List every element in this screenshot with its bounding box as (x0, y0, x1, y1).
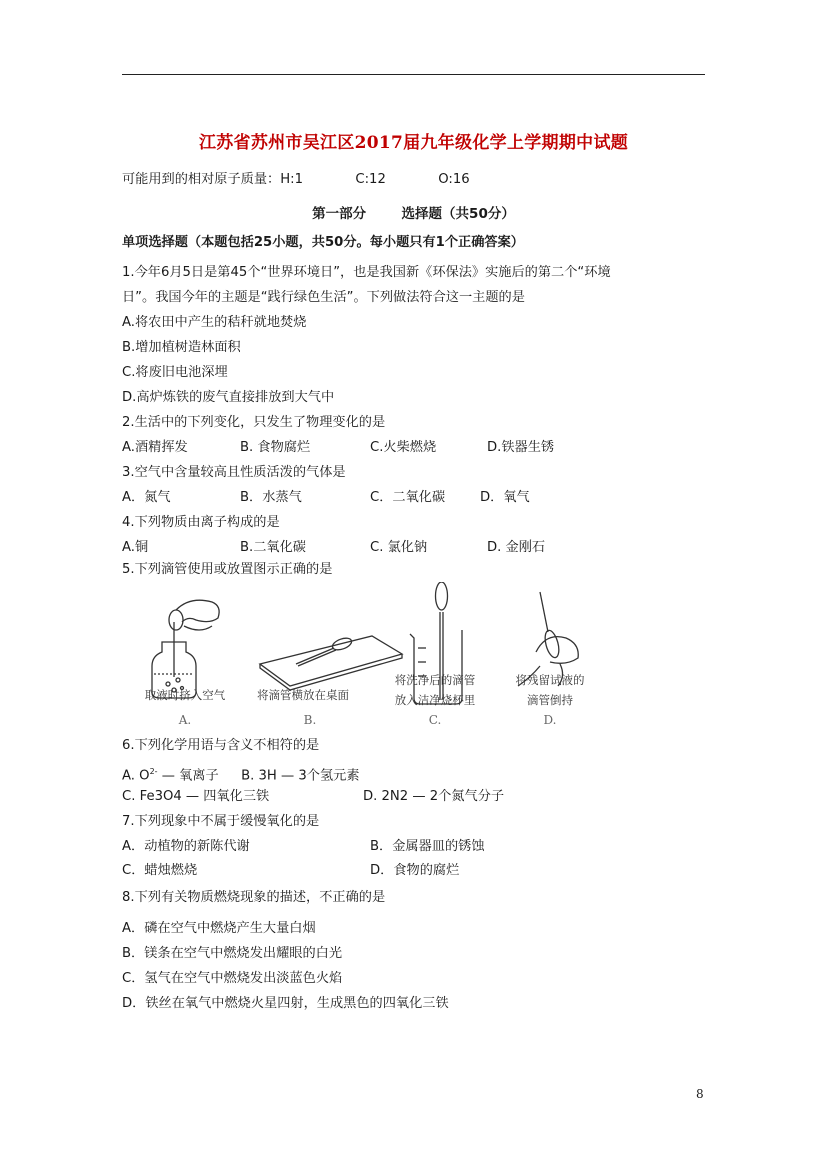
q7-option-b: B．金属器皿的锈蚀 (370, 839, 485, 854)
q5-stem: 5.下列滴管使用或放置图示正确的是 (122, 562, 333, 577)
q2-option-c: C.火柴燃烧 (370, 440, 437, 455)
q8-stem: 8.下列有关物质燃烧现象的描述，不正确的是 (122, 890, 386, 905)
instructions: 单项选择题（本题包括25小题，共50分。每小题只有1个正确答案） (122, 235, 524, 250)
q1-stem-2: 日”。我国今年的主题是“践行绿色生活”。下列做法符合这一主题的是 (122, 290, 525, 305)
header-rule (122, 74, 705, 75)
q6-option-c: C. Fe3O4 — 四氧化三铁 (122, 789, 270, 804)
q8-option-a: A．磷在空气中燃烧产生大量白烟 (122, 921, 316, 936)
figure-c-caption-2: 放入洁净烧杯里 (394, 693, 476, 707)
q7-option-d: D．食物的腐烂 (370, 863, 460, 878)
q6-option-b: B. 3H — 3个氢元素 (241, 768, 360, 784)
q6-option-d: D. 2N2 — 2个氮气分子 (363, 789, 505, 804)
q1-option-d: D.高炉炼铁的废气直接排放到大气中 (122, 390, 335, 405)
q4-option-d: D. 金刚石 (487, 540, 546, 555)
q7-option-a: A．动植物的新陈代谢 (122, 839, 250, 854)
q3-option-d: D．氧气 (480, 490, 530, 505)
section-name: 选择题（共50分） (401, 206, 515, 222)
q3-option-a: A．氮气 (122, 490, 171, 505)
section-heading (0, 202, 827, 222)
atomic-mass-line (122, 171, 470, 189)
q7-stem: 7.下列现象中不属于缓慢氧化的是 (122, 814, 320, 829)
q3-option-c: C．二氧化碳 (370, 490, 446, 505)
q2-option-a: A.酒精挥发 (122, 440, 188, 455)
figure-c-letter: C. (428, 713, 442, 727)
figure-b-letter: B. (303, 713, 317, 727)
page-number: 8 (696, 1087, 704, 1101)
q4-option-c: C. 氯化钠 (370, 540, 428, 555)
dropper-figure (120, 582, 600, 732)
figure-d-caption-1: 将残留试液的 (515, 673, 585, 687)
q6-option-a-charge: 2- (149, 767, 158, 776)
q6-stem: 6.下列化学用语与含义不相符的是 (122, 738, 320, 753)
figure-c-caption-1: 将洗净后的滴管 (394, 673, 476, 687)
figure-d-letter: D. (543, 713, 557, 727)
atomic-mass-h: 可能用到的相对原子质量：H:1 (122, 172, 303, 187)
q2-option-d: D.铁器生锈 (487, 440, 555, 455)
q1-option-a: A.将农田中产生的秸秆就地焚烧 (122, 315, 307, 330)
q3-option-b: B．水蒸气 (240, 490, 302, 505)
q8-option-d: D．铁丝在氧气中燃烧火星四射，生成黑色的四氧化三铁 (122, 996, 449, 1011)
q6-option-a-prefix: A. O (122, 768, 150, 784)
q1-option-b: B.增加植树造林面积 (122, 340, 241, 355)
q8-option-b: B．镁条在空气中燃烧发出耀眼的白光 (122, 946, 343, 961)
q1-stem-1: 1.今年6月5日是第45个“世界环境日”，也是我国新《环保法》实施后的第二个“环境 (122, 265, 611, 280)
q7-option-c: C．蜡烛燃烧 (122, 863, 198, 878)
q3-stem: 3.空气中含量较高且性质活泼的气体是 (122, 465, 346, 480)
figure-b-caption: 将滴管横放在桌面 (257, 688, 349, 702)
q1-option-c: C.将废旧电池深埋 (122, 365, 228, 380)
figure-b-drawing (260, 636, 402, 690)
figure-a-caption: 取液时挤入空气 (144, 688, 226, 702)
q4-stem: 4.下列物质由离子构成的是 (122, 515, 280, 530)
figure-a-letter: A. (178, 713, 192, 727)
q4-option-b: B.二氧化碳 (240, 540, 306, 555)
atomic-mass-c: C:12 (355, 172, 386, 187)
figure-a-drawing (152, 600, 219, 698)
q4-option-a: A.铜 (122, 540, 149, 555)
q2-stem: 2.生活中的下列变化，只发生了物理变化的是 (122, 415, 386, 430)
page-title: 江苏省苏州市吴江区2017届九年级化学上学期期中试题 (198, 133, 629, 153)
q6-options-ab (122, 763, 360, 785)
section-part: 第一部分 (312, 206, 367, 222)
figure-d-caption-2: 滴管倒持 (527, 693, 573, 707)
q6-option-a-rest: — 氧离子 (157, 768, 219, 784)
atomic-mass-o: O:16 (438, 172, 470, 187)
q8-option-c: C．氢气在空气中燃烧发出淡蓝色火焰 (122, 971, 343, 986)
q2-option-b: B. 食物腐烂 (240, 440, 311, 455)
